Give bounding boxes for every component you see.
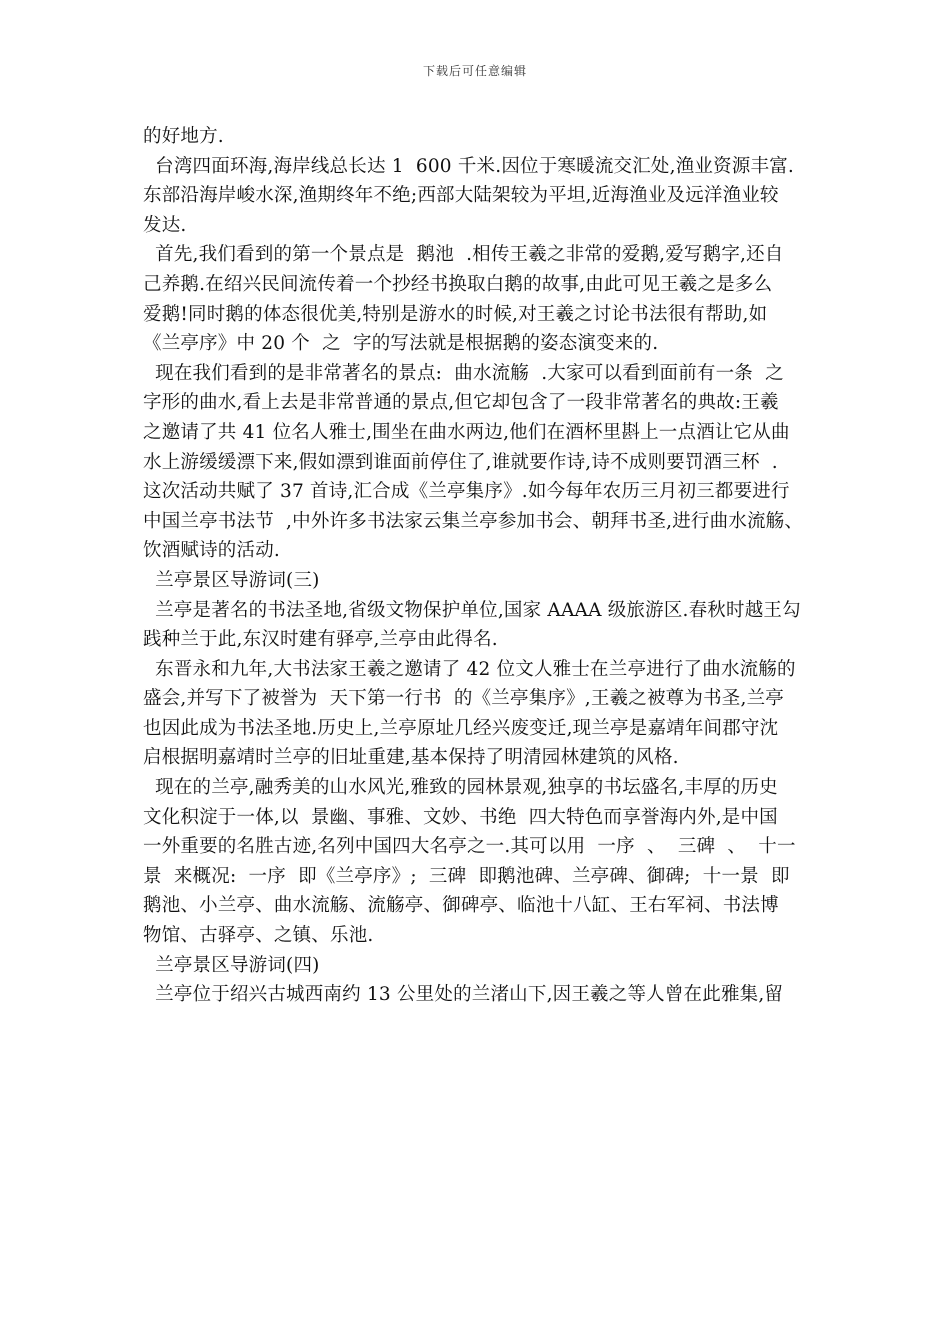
text-line: 这次活动共赋了 37 首诗,汇合成《兰亭集序》.如今每年农历三月初三都要进行: [143, 481, 790, 503]
text-line: 字形的曲水,看上去是非常普通的景点,但它却包含了一段非常著名的典故:王羲: [143, 392, 779, 414]
text-line: 启根据明嘉靖时兰亭的旧址重建,基本保持了明清园林建筑的风格.: [143, 747, 679, 769]
text-line: 兰亭位于绍兴古城西南约 13 公里处的兰渚山下,因王羲之等人曾在此雅集,留: [143, 984, 784, 1006]
text-line: 现在的兰亭,融秀美的山水风光,雅致的园林景观,独享的书坛盛名,丰厚的历史: [143, 777, 778, 799]
text-line: 的好地方.: [143, 126, 224, 147]
text-line: 一外重要的名胜古迹,名列中国四大名亭之一.其可以用 一序 、 三碑 、 十一: [143, 836, 796, 858]
text-line: 盛会,并写下了被誉为 天下第一行书 的《兰亭集序》,王羲之被尊为书圣,兰亭: [143, 688, 784, 710]
section-heading: 兰亭景区导游词(四): [143, 954, 320, 976]
text-line: 践种兰于此,东汉时建有驿亭,兰亭由此得名.: [143, 629, 498, 651]
section-heading: 兰亭景区导游词(三): [143, 569, 320, 591]
document-body: [143, 122, 833, 1010]
text-line: 东晋永和九年,大书法家王羲之邀请了 42 位文人雅士在兰亭进行了曲水流觞的: [143, 658, 796, 680]
text-line: 己养鹅.在绍兴民间流传着一个抄经书换取白鹅的故事,由此可见王羲之是多么: [143, 273, 773, 295]
text-line: 鹅池、小兰亭、曲水流觞、流觞亭、御碑亭、临池十八缸、王右军祠、书法博: [143, 895, 779, 917]
text-line: 也因此成为书法圣地.历史上,兰亭原址几经兴废变迁,现兰亭是嘉靖年间郡守沈: [143, 717, 779, 739]
text-line: 台湾四面环海,海岸线总长达 1 600 千米.因位于寒暖流交汇处,渔业资源丰富.: [143, 155, 794, 177]
text-line: 物馆、古驿亭、之镇、乐池.: [143, 925, 374, 947]
text-line: 爱鹅!同时鹅的体态很优美,特别是游水的时候,对王羲之讨论书法很有帮助,如: [143, 303, 768, 325]
page-header: 下载后可任意编辑: [422, 64, 527, 78]
text-line: 文化积淀于一体,以 景幽、事雅、文妙、书绝 四大特色而享誉海内外,是中国: [143, 806, 778, 828]
text-line: 《兰亭序》中 20 个 之 字的写法就是根据鹅的姿态演变来的.: [143, 333, 659, 355]
text-line: 兰亭是著名的书法圣地,省级文物保护单位,国家 AAAA 级旅游区.春秋时越王勾: [143, 599, 801, 621]
text-line: 发达.: [143, 214, 187, 236]
text-line: 水上游缓缓漂下来,假如漂到谁面前停住了,谁就要作诗,诗不成则要罚酒三杯 .: [143, 451, 778, 473]
text-line: 现在我们看到的是非常著名的景点: 曲水流觞 .大家可以看到面前有一条 之: [143, 362, 784, 384]
text-line: 首先,我们看到的第一个景点是 鹅池 .相传王羲之非常的爱鹅,爱写鹅字,还自: [143, 244, 784, 266]
text-line: 景 来概况: 一序 即《兰亭序》; 三碑 即鹅池碑、兰亭碑、御碑; 十一景 即: [143, 865, 790, 887]
text-line: 东部沿海岸峻水深,渔期终年不绝;西部大陆架较为平坦,近海渔业及远洋渔业较: [143, 185, 779, 207]
text-line: 中国兰亭书法节 ,中外许多书法家云集兰亭参加书会、朝拜书圣,进行曲水流觞、: [143, 510, 804, 532]
text-line: 之邀请了共 41 位名人雅士,围坐在曲水两边,他们在酒杯里斟上一点酒让它从曲: [143, 421, 790, 443]
text-line: 饮酒赋诗的活动.: [143, 540, 280, 562]
